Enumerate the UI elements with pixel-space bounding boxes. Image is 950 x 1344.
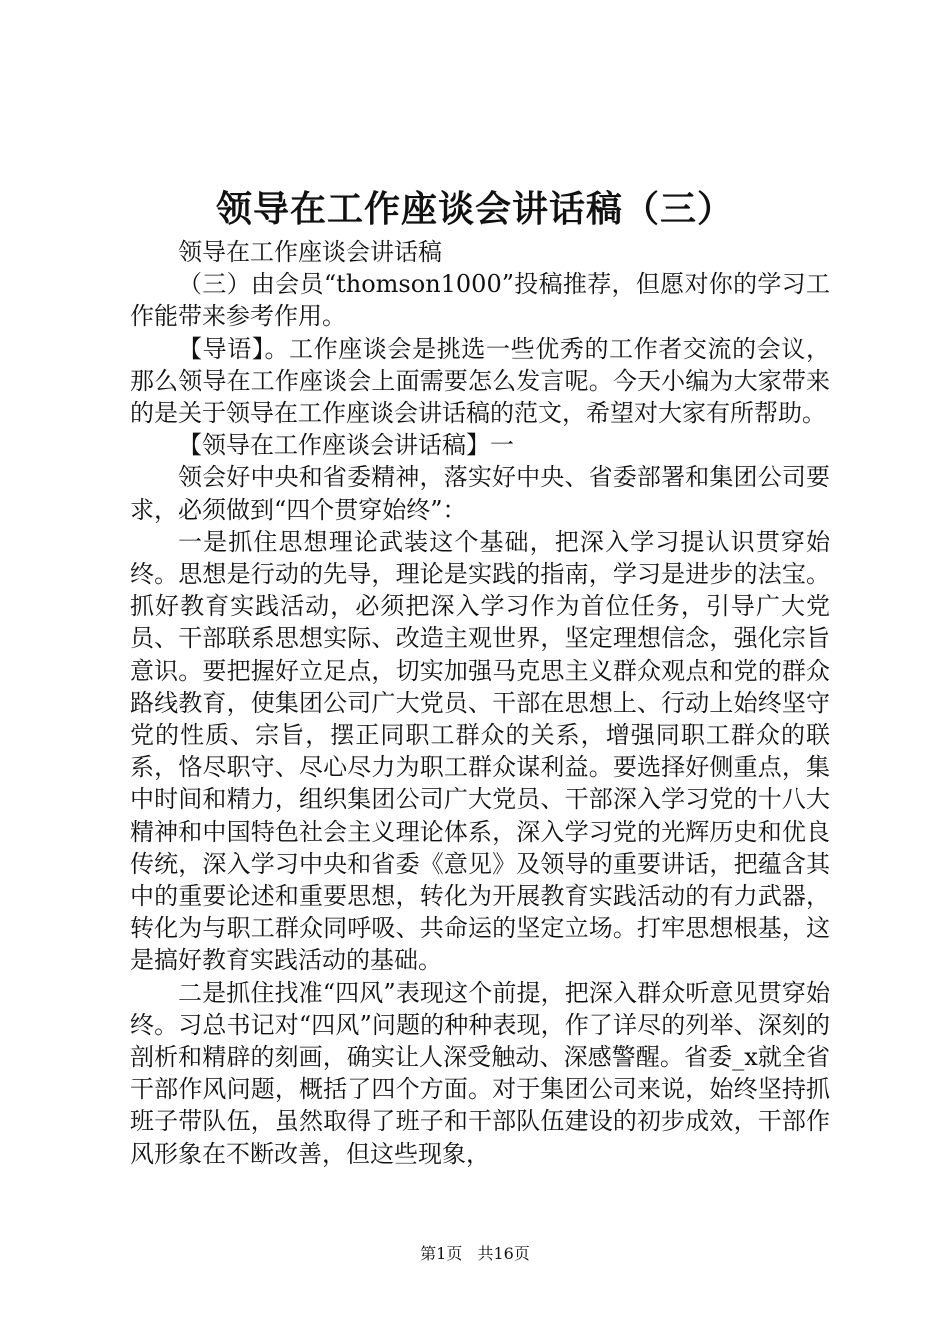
page-number-total: 共16页 (477, 1244, 530, 1263)
page-footer (0, 1243, 950, 1265)
page-number-current: 第1页 (420, 1244, 463, 1263)
paragraph-introduction: 【导语】。工作座谈会是挑选一些优秀的工作者交流的会议，那么领导在工作座谈会上面需要怎么发言呢。今天小编为大家带来的是关于领导在工作座谈会讲话稿的范文，希望对大家有所帮助。 (130, 334, 830, 428)
paragraph-requirements: 领会好中央和省委精神，落实好中央、省委部署和集团公司要求，必须做到“四个贯穿始终”： (130, 463, 830, 524)
paragraph-point-one: 一是抓住思想理论武装这个基础，把深入学习提认识贯穿始终。思想是行动的先导，理论是实践的指南，学习是进步的法宝。抓好教育实践活动，必须把深入学习作为首位任务，引导广大党员、干部联系思想实际、改造主观世界，坚定理想信念，强化宗旨意识。要把握好立足点，切实加强马克思主义群众观点和党的群众路线教育，使集团公司广大党员、干部在思想上、行动上始终坚守党的性质、宗旨，摆正同职工群众的关系，增强同职工群众的联系，恪尽职守、尽心尽力为职工群众谋利益。要选择好侧重点，集中时间和精力，组织集团公司广大党员、干部深入学习党的十八大精神和中国特色社会主义理论体系，深入学习党的光辉历史和优良传统，深入学习中央和省委《意见》及领导的重要讲话，把蕴含其中的重要论述和重要思想，转化为开展教育实践活动的有力武器，转化为与职工群众同呼吸、共命运的坚定立场。打牢思想根基，这是搞好教育实践活动的基础。 (130, 527, 830, 975)
document-body (130, 236, 830, 1170)
document-title: 领导在工作座谈会讲话稿（三） (215, 188, 734, 230)
paragraph-section-heading: 【领导在工作座谈会讲话稿】一 (178, 431, 514, 460)
paragraph-source-note: （三）由会员“thomson1000”投稿推荐，但愿对你的学习工作能带来参考作用。 (130, 270, 830, 331)
paragraph-subtitle: 领导在工作座谈会讲话稿 (178, 238, 442, 266)
paragraph-point-two: 二是抓住找准“四风”表现这个前提，把深入群众听意见贯穿始终。习总书记对“四风”问题的种种表现，作了详尽的列举、深刻的剖析和精辟的刻画，确实让人深受触动、深感警醒。省委_x就全省干部作风问题，概括了四个方面。对于集团公司来说，始终坚持抓班子带队伍，虽然取得了班子和干部队伍建设的初步成效，干部作风形象在不断改善，但这些现象， (130, 978, 830, 1168)
